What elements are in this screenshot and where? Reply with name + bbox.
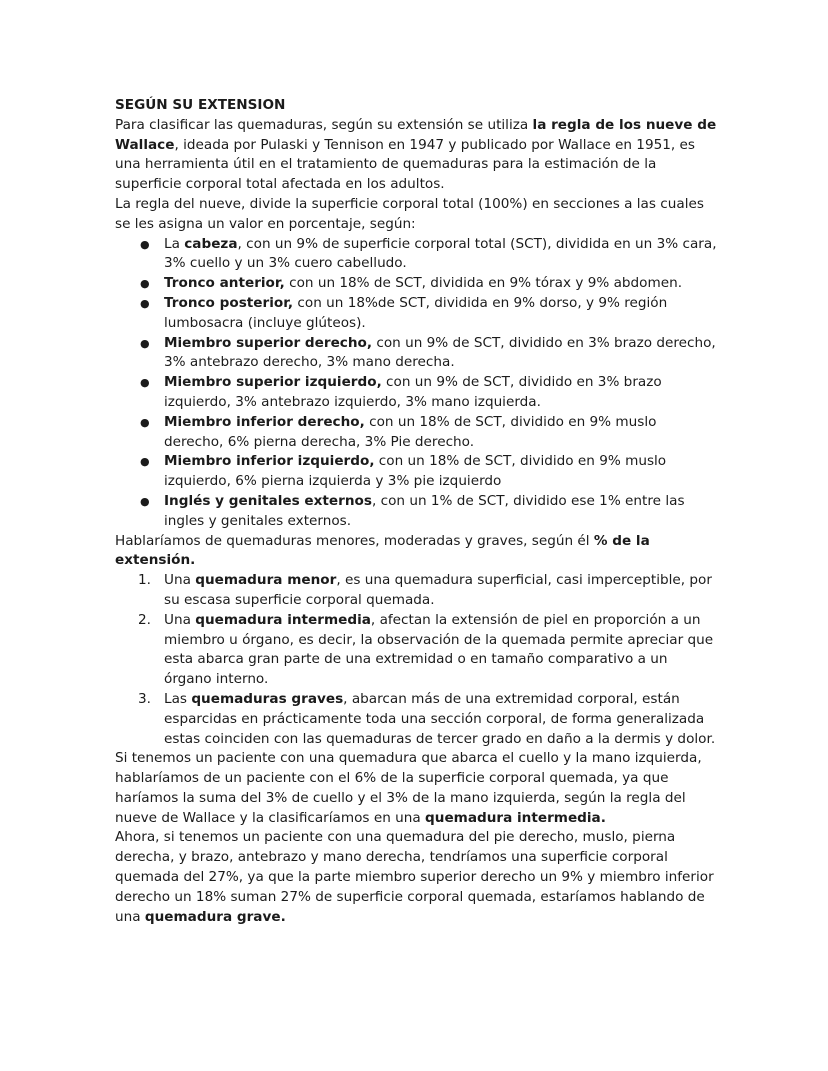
rule-name: la regla de los nueve de Wallace: [115, 116, 717, 153]
severity-levels-list: [115, 571, 718, 749]
list-item: ● Tronco posterior, con un 18%de SCT, dividida en 9% dorso, y 9% región lumbosacra (incluye glúteos).: [164, 294, 718, 334]
example-paragraph-2: Ahora, si tenemos un paciente con una quemadura del pie derecho, muslo, pierna derecha, y brazo, antebrazo y mano derecha, tendríamos una superficie corporal quemada del 27%, ya que la parte miembro superior derecho un 9% y miembro inferior derecho un 18% suman 27% de superficie corporal quemada, estaríamos hablando de una quemadura grave.: [115, 829, 714, 925]
list-item: ● Miembro superior derecho, con un 9% de SCT, dividido en 3% brazo derecho, 3% antebrazo derecho, 3% mano derecha.: [164, 334, 718, 374]
body-sections-list: [115, 235, 718, 532]
list-item: 3. Las quemaduras graves, abarcan más de una extremidad corporal, están esparcidas en prácticamente toda una sección corporal, de forma generalizada estas coinciden con las quemaduras de tercer grado en daño a la dermis y dolor.: [138, 690, 716, 747]
example-paragraph-1: Si tenemos un paciente con una quemadura que abarca el cuello y la mano izquierda, hablaríamos de un paciente con el 6% de la superficie corporal quemada, ya que haríamos la suma del 3% de cuello y el 3% de la mano izquierda, según la regla del nueve de Wallace y la clasificaríamos en una quemadura intermedia.: [115, 750, 702, 826]
severity-intro-paragraph: Hablaríamos de quemaduras menores, moderadas y graves, según él % de la extensión.: [115, 532, 650, 569]
rule-intro-paragraph: La regla del nueve, divide la superficie corporal total (100%) en secciones a las cuales se les asigna un valor en porcentaje, según:: [115, 195, 704, 232]
list-item: ● Miembro inferior izquierdo, con un 18% de SCT, dividido en 9% muslo izquierdo, 6% pierna izquierda y 3% pie izquierdo: [164, 452, 718, 492]
intro-paragraph: Para clasificar las quemaduras, según su extensión se utiliza la regla de los nueve de Wallace, ideada por Pulaski y Tennison en 1947 y publicado por Wallace en 1951, es una herramienta útil en el tratamiento de quemaduras para la estimación de la superficie corporal total afectada en los adultos.: [115, 116, 717, 193]
list-item: 1. Una quemadura menor, es una quemadura superficial, casi imperceptible, por su escasa superficie corporal quemada.: [138, 572, 712, 608]
list-item: ● Tronco anterior, con un 18% de SCT, dividida en 9% tórax y 9% abdomen.: [164, 274, 718, 294]
section-heading: SEGÚN SU EXTENSION: [115, 97, 286, 113]
list-item: 2. Una quemadura intermedia, afectan la extensión de piel en proporción a un miembro u órgano, es decir, la observación de la quemada permite apreciar que esta abarca gran parte de una extremidad o en tamaño comparativo a un órgano interno.: [138, 611, 714, 688]
list-item: ● Miembro inferior derecho, con un 18% de SCT, dividido en 9% muslo derecho, 6% pierna derecha, 3% Pie derecho.: [164, 413, 718, 453]
list-item: ● Miembro superior izquierdo, con un 9% de SCT, dividido en 3% brazo izquierdo, 3% antebrazo izquierdo, 3% mano izquierda.: [164, 373, 718, 413]
list-item: ● Inglés y genitales externos, con un 1% de SCT, dividido ese 1% entre las ingles y genitales externos.: [164, 492, 718, 532]
list-item: ● La cabeza, con un 9% de superficie corporal total (SCT), dividida en un 3% cara, 3% cuello y un 3% cuero cabelludo.: [164, 235, 718, 275]
